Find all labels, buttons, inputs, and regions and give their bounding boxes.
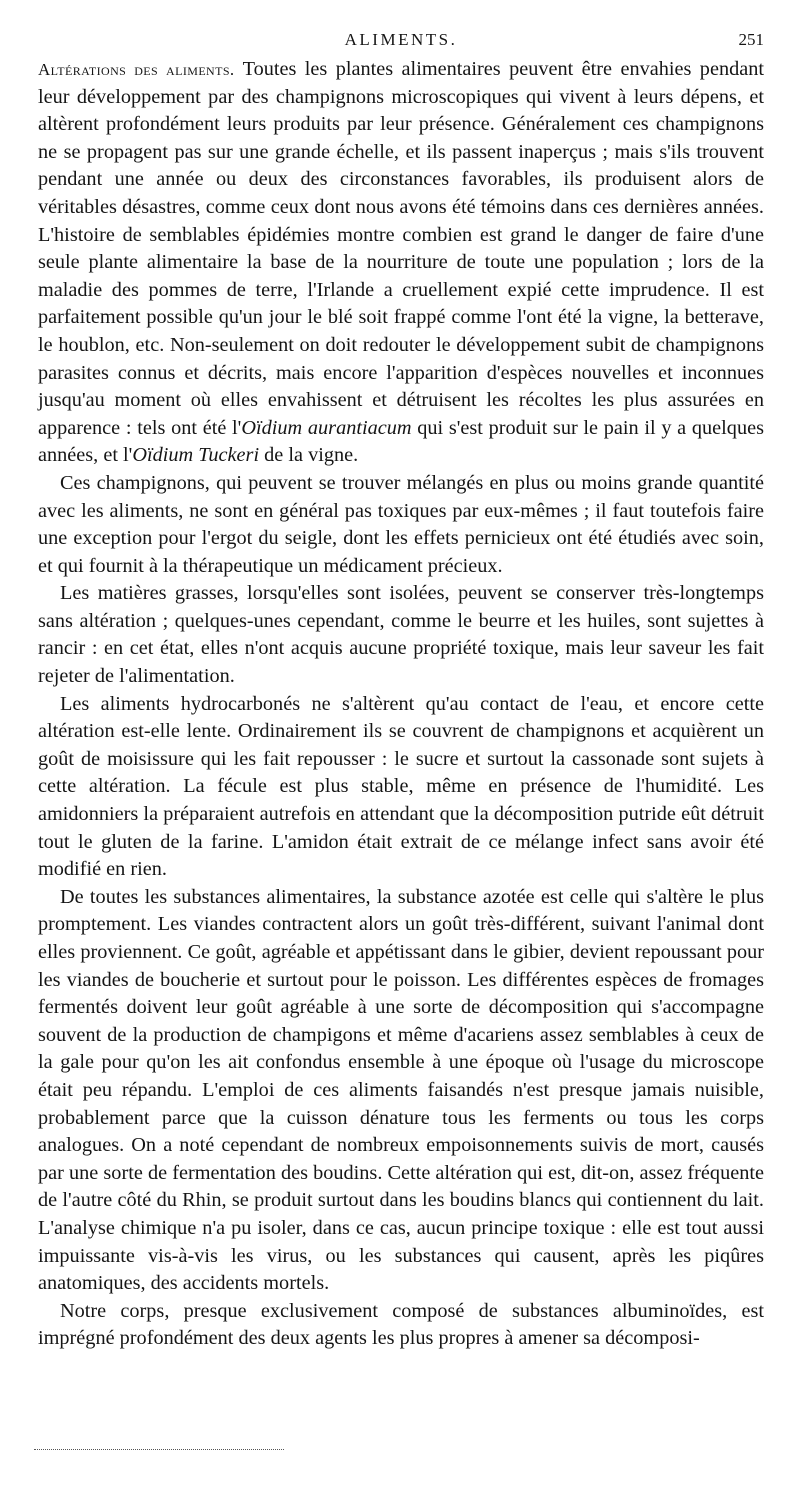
paragraph-text: Toutes les plantes alimentaires peuvent être envahies pendant leur développement par des champignons microscopiques qui vivent à leurs dépens, et altèrent profondément leurs produits par leur présence. Généralement ces champignons ne se propagent pas sur une grande échelle, et ils passent inaperçus ; mais s'ils trouvent pendant une année ou deux des circonstances favorables, ils produisent alors de véritables désastres, comme ceux dont nous avons été témoins dans ces dernières années. L'histoire de semblables épidémies montre combien est grand le danger de faire d'une seule plante alimentaire la base de la nourriture de toute une population ; lors de la maladie des pommes de terre, l'Irlande a cruellement expié cette imprudence. Il est parfaitement possible qu'un jour le blé soit frappé comme l'ont été la vigne, la betterave, le houblon, etc. Non-seulement on doit redouter le développement subit de champignons parasites connus et décrits, mais encore l'apparition d'espèces nouvelles et inconnues jusqu'au moment où elles envahissent et détruisent les récoltes les plus assurées en apparence : tels ont été l' [38,58,765,439]
species-name: Oïdium aurantiacum [241,416,412,439]
paragraph-champignons: Ces champignons, qui peuvent se trouver mélangés en plus ou moins grande quantité avec les aliments, ne sont en général pas toxiques par eux-mêmes ; il faut toutefois faire une exception pour l'ergot du seigle, dont les effets pernicieux ont été étudiés avec soin, et qui fournit à la thérapeutique un médicament précieux. [38,471,764,577]
paragraph-substance-azotee: De toutes les substances alimentaires, la substance azotée est celle qui s'altère le plus promptement. Les viandes contractent alors un goût très-différent, suivant l'animal dont elles proviennent. Ce goût, agréable et appétissant dans le gibier, devient repoussant pour les viandes de boucherie et surtout pour le poisson. Les différentes espèces de fromages fermentés doivent leur goût agréable à une sorte de décomposition qui s'accompagne souvent de la production de champigons et même d'acariens assez semblables à ceux de la gale pour qu'on les ait confondus ensemble à une époque où l'usage du microscope était peu répandu. L'emploi de ces aliments faisandés n'est presque jamais nuisible, probablement parce que la cuisson dénature tous les ferments ou tous les corps analogues. On a noté cependant de nombreux empoisonnements suivis de mort, causés par une sorte de fermentation des boudins. Cette altération qui est, dit-on, assez fréquente de l'autre côté du Rhin, se produit surtout dans les boudins blancs qui contiennent du lait. L'analyse chimique n'a pu isoler, dans ce cas, aucun principe toxique : elle est tout aussi impuissante vis-à-vis les virus, ou les substances qui causent, après les piqûres anatomiques, des accidents mortels. [38,885,764,1295]
paragraph-text: qui s'est produit sur le pain il y a quelques années, et l' [38,416,764,467]
running-title: ALIMENTS. [344,30,458,49]
paragraph-text: de la vigne. [259,444,359,467]
footer-dotted-rule [34,1449,284,1450]
section-lead-in: Altérations des aliments. [38,60,235,79]
paragraph-hydrocarbones: Les aliments hydrocarbonés ne s'altèrent qu'au contact de l'eau, et encore cette altération est-elle lente. Ordinairement ils se couvrent de champignons et acquièrent un goût de moisissure qui les fait repousser : le sucre et surtout la cassonade sont sujets à cette altération. La fécule est plus stable, même en présence de l'humidité. Les amidonniers la préparaient autrefois en attendant que la décomposition putride eût détruit tout le gluten de la farine. L'amidon était extrait de ce mélange infect sans avoir été modifié en rien. [38,692,764,881]
running-head [38,0,764,56]
species-name: Oïdium Tuckeri [132,444,260,467]
paragraph-notre-corps: Notre corps, presque exclusivement composé de substances albuminoïdes, est imprégné profondément des deux agents les plus propres à amener sa décomposi- [38,1299,764,1350]
paragraph-alterations [38,56,764,470]
book-page [38,0,764,1353]
paragraph-matieres-grasses: Les matières grasses, lorsqu'elles sont isolées, peuvent se conserver très-longtemps sans altération ; quelques-unes cependant, comme le beurre et les huiles, sont sujettes à rancir : en cet état, elles n'ont acquis aucune propriété toxique, mais leur saveur les fait rejeter de l'alimentation. [38,582,764,688]
page-number: 251 [738,30,764,49]
